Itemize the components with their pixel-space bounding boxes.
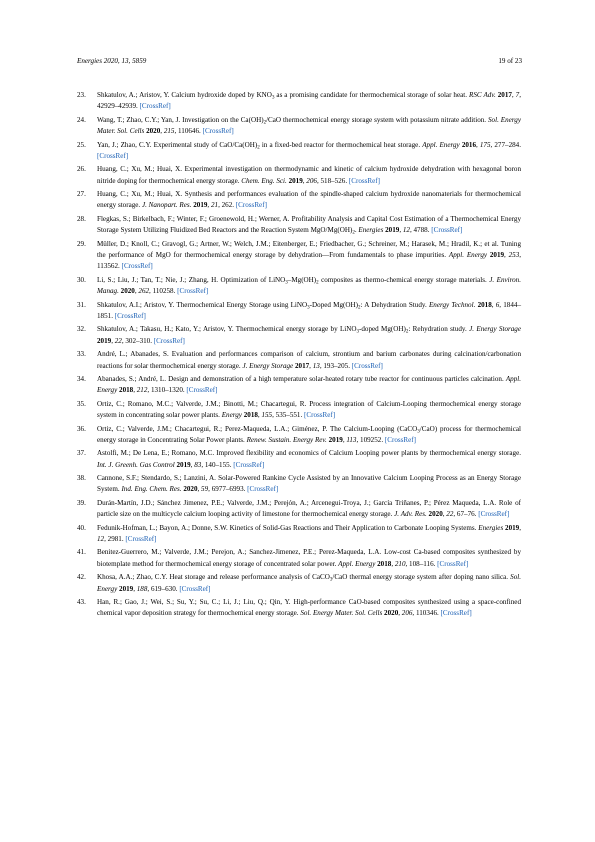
- reference-item: [77, 140, 521, 163]
- reference-text: Cannone, S.F.; Stendardo, S.; Lanzini, A. Solar-Powered Rankine Cycle Assisted by an Innovative Calcium Looping Process as an Energy Storage System. Ind. Eng. Chem. Res. 2020, 59, 6977–6993. [CrossRef]: [97, 474, 521, 494]
- crossref-link[interactable]: [CrossRef]: [177, 287, 209, 296]
- reference-item: [77, 399, 521, 422]
- crossref-link[interactable]: [CrossRef]: [121, 262, 153, 271]
- crossref-link[interactable]: [CrossRef]: [186, 386, 218, 395]
- crossref-link[interactable]: [CrossRef]: [384, 435, 416, 444]
- crossref-link[interactable]: [CrossRef]: [125, 534, 157, 543]
- reference-item: [77, 90, 521, 113]
- crossref-link[interactable]: [CrossRef]: [179, 584, 211, 593]
- reference-number: 34.: [77, 374, 86, 383]
- reference-number: 32.: [77, 325, 86, 334]
- reference-item: [77, 349, 521, 372]
- reference-number: 36.: [77, 424, 86, 433]
- reference-number: 33.: [77, 350, 86, 359]
- reference-text: Ortiz, C.; Valverde, J.M.; Chacartegui, R.; Perez-Maqueda, L.A.; Giménez, P. The Calcium-Looping (CaCO$_3$/CaO) process for thermochemical energy storage in Concentrating Solar Power plants. Renew. Sustain. Energy Rev. 2019, 113, 109252. [CrossRef]: [97, 424, 521, 444]
- reference-number: 23.: [77, 91, 86, 99]
- reference-text: Khosa, A.A.; Zhao, C.Y. Heat storage and release performance analysis of CaCO$_3$/CaO thermal energy storage system after doping nano silica. Sol. Energy 2019, 188, 619–630. [CrossRef]: [97, 573, 521, 593]
- reference-number: 40.: [77, 523, 86, 532]
- reference-text: André, L.; Abanades, S. Evaluation and performances comparison of calcium, strontium and barium carbonates during calcination/carbonation reactions for solar thermochemical energy storage. J. Energy Storage 2017, 13, 193–205. [CrossRef]: [97, 350, 521, 370]
- reference-text: Yan, J.; Zhao, C.Y. Experimental study of CaO/$Ca(OH)_2$ in a fixed-bed reactor for thermochemical heat storage. Appl. Energy 2016, 175, 277–284. [CrossRef]: [97, 140, 521, 160]
- reference-number: 28.: [77, 214, 86, 223]
- reference-item: [77, 374, 521, 397]
- reference-item: [77, 572, 521, 595]
- reference-number: 24.: [77, 115, 86, 124]
- reference-number: 42.: [77, 573, 86, 582]
- reference-item: [77, 324, 521, 347]
- reference-number: 37.: [77, 449, 86, 458]
- crossref-link[interactable]: [CrossRef]: [202, 127, 234, 136]
- page-header: [77, 57, 522, 67]
- reference-list: [77, 90, 521, 622]
- reference-number: 35.: [77, 399, 86, 408]
- reference-number: 27.: [77, 190, 86, 199]
- reference-item: [77, 597, 521, 620]
- reference-text: Wang, T.; Zhao, C.Y.; Yan, J. Investigation on the $Ca(OH)_2$/CaO thermochemical energy storage system with potassium nitrate addition. Sol. Energy Mater. Sol. Cells 2020, 215, 110646. [CrossRef]: [97, 115, 521, 136]
- reference-text: Shkatulov, A.I.; Aristov, Y. Thermochemical Energy Storage using LiNO$_3$-Doped $Mg(OH)_2$: A Dehydration Study. Energy Technol. 2018, 6, 1844–1851. [CrossRef]: [97, 300, 521, 320]
- reference-text: Müller, D.; Knoll, C.; Gravogl, G.; Artner, W.; Welch, J.M.; Eitenberger, E.; Friedbacher, G.; Schreiner, M.; Harasek, M.; Hradil, K.; et al. Tuning the performance of MgO for thermochemical energy storage by dehydration—From fundamentals to phase impurities. Appl. Energy 2019, 253, 113562. [CrossRef]: [97, 239, 522, 271]
- journal-citation: Energies 2020, 13, 5859: [77, 57, 147, 65]
- crossref-link[interactable]: [CrossRef]: [437, 559, 469, 568]
- reference-text: Flegkas, S.; Birkelbach, F.; Winter, F.; Groenewold, H.; Werner, A. Profitability Analysis and Capital Cost Estimation of a Thermochemical Energy Storage System Utilizing Fluidized Bed Reactors and the Reaction System MgO/$Mg(OH)_2$. Energies 2019, 12, 4788. [CrossRef]: [97, 214, 521, 236]
- reference-text: Abanades, S.; André, L. Design and demonstration of a high temperature solar-heated rotary tube reactor for continuous particles calcination. Appl. Energy 2018, 212, 1310–1320. [CrossRef]: [97, 374, 521, 395]
- reference-text: Huang, C.; Xu, M.; Huai, X. Synthesis and performances evaluation of the spindle-shaped calcium hydroxide nanomaterials for thermochemical energy storage. J. Nanopart. Res. 2019, 21, 262. [CrossRef]: [97, 190, 521, 210]
- reference-item: [77, 275, 521, 298]
- reference-text: Li, S.; Liu, J.; Tan, T.; Nie, J.; Zhang, H. Optimization of $LiNO_3-Mg(OH)_2$ composites as thermo-chemical energy storage materials. J. Environ. Manag. 2020, 262, 110258. [CrossRef]: [97, 275, 522, 296]
- crossref-link[interactable]: [CrossRef]: [153, 336, 185, 345]
- reference-item: [77, 189, 521, 212]
- reference-number: 41.: [77, 548, 86, 557]
- reference-text: Ortiz, C.; Romano, M.C.; Valverde, J.M.; Binotti, M.; Chacartegui, R. Process integration of Calcium-Looping thermochemical energy storage system in concentrating solar power plants. Energy 2018, 155, 535–551. [CrossRef]: [97, 399, 521, 420]
- reference-number: 39.: [77, 498, 86, 507]
- reference-text: Huang, C.; Xu, M.; Huai, X. Experimental investigation on thermodynamic and kinetic of calcium hydroxide dehydration with hexagonal boron nitride doping for thermochemical energy storage. Chem. Eng. Sci. 2019, 206, 518–526. [CrossRef]: [97, 165, 521, 185]
- page-number: 19 of 23: [498, 57, 522, 65]
- reference-item: [77, 239, 521, 273]
- crossref-link[interactable]: [CrossRef]: [233, 460, 265, 469]
- reference-text: Astolfi, M.; De Lena, E.; Romano, M.C. Improved flexibility and economics of Calcium Looping power plants by thermochemical energy storage. Int. J. Greenh. Gas Control 2019, 83, 140–155. [CrossRef]: [97, 449, 521, 469]
- reference-item: [77, 214, 521, 237]
- crossref-link[interactable]: [CrossRef]: [351, 361, 383, 370]
- reference-number: 43.: [77, 597, 86, 606]
- reference-text: Fedunik-Hofman, L.; Bayon, A.; Donne, S.W. Kinetics of Solid-Gas Reactions and Their Application to Carbonate Looping Systems. Energies 2019, 12, 2981. [CrossRef]: [97, 523, 521, 543]
- reference-item: [77, 473, 521, 496]
- crossref-link[interactable]: [CrossRef]: [97, 151, 129, 160]
- reference-text: Shkatulov, A.; Aristov, Y. Calcium hydroxide doped by $KNO_3$ as a promising candidate for thermochemical storage of solar heat. RSC Adv. 2017, 7, 42929–42939. [CrossRef]: [97, 91, 521, 111]
- crossref-link[interactable]: [CrossRef]: [235, 201, 267, 210]
- reference-item: [77, 523, 521, 546]
- reference-item: [77, 547, 521, 570]
- reference-number: 31.: [77, 300, 86, 309]
- reference-text: Shkatulov, A.; Takasu, H.; Kato, Y.; Aristov, Y. Thermochemical energy storage by LiNO$_3$-doped $Mg(OH)_2$: Rehydration study. J. Energy Storage 2019, 22, 302–310. [CrossRef]: [97, 325, 521, 345]
- crossref-link[interactable]: [CrossRef]: [348, 176, 380, 185]
- reference-text: Han, R.; Gao, J.; Wei, S.; Su, Y.; Su, C.; Li, J.; Liu, Q.; Qin, Y. High-performance CaO-based composites synthesized using a space-confined chemical vapor deposition strategy for thermochemical energy storage. Sol. Energy Mater. Sol. Cells 2020, 206, 110346. [CrossRef]: [97, 597, 521, 618]
- reference-item: [77, 164, 521, 187]
- crossref-link[interactable]: [CrossRef]: [440, 609, 472, 618]
- reference-number: 30.: [77, 275, 86, 284]
- crossref-link[interactable]: [CrossRef]: [114, 311, 146, 320]
- crossref-link[interactable]: [CrossRef]: [478, 510, 510, 519]
- reference-item: [77, 115, 521, 138]
- reference-item: [77, 498, 521, 521]
- reference-item: [77, 424, 521, 447]
- reference-item: [77, 300, 521, 323]
- reference-text: Benitez-Guerrero, M.; Valverde, J.M.; Perejon, A.; Sanchez-Jimenez, P.E.; Perez-Maqueda, L.A. Low-cost Ca-based composites synthesized by biotemplate method for thermochemical energy storage of concentrated solar power. Appl. Energy 2018, 210, 108–116. [CrossRef]: [97, 548, 521, 568]
- reference-item: [77, 448, 521, 471]
- crossref-link[interactable]: [CrossRef]: [247, 485, 279, 494]
- reference-text: Durán-Martín, J.D.; Sánchez Jimenez, P.E.; Valverde, J.M.; Perejón, A.; Arcenegui-Troya, J.; García Triñanes, P.; Pérez Maqueda, L.A. Role of particle size on the multicycle calcium looping activity of limestone for thermochemical energy storage. J. Adv. Res. 2020, 22, 67–76. [CrossRef]: [97, 498, 521, 519]
- reference-number: 26.: [77, 165, 86, 174]
- crossref-link[interactable]: [CrossRef]: [139, 102, 171, 111]
- reference-number: 38.: [77, 474, 86, 483]
- reference-number: 25.: [77, 140, 86, 149]
- crossref-link[interactable]: [CrossRef]: [431, 226, 463, 235]
- reference-number: 29.: [77, 239, 86, 248]
- crossref-link[interactable]: [CrossRef]: [304, 411, 336, 420]
